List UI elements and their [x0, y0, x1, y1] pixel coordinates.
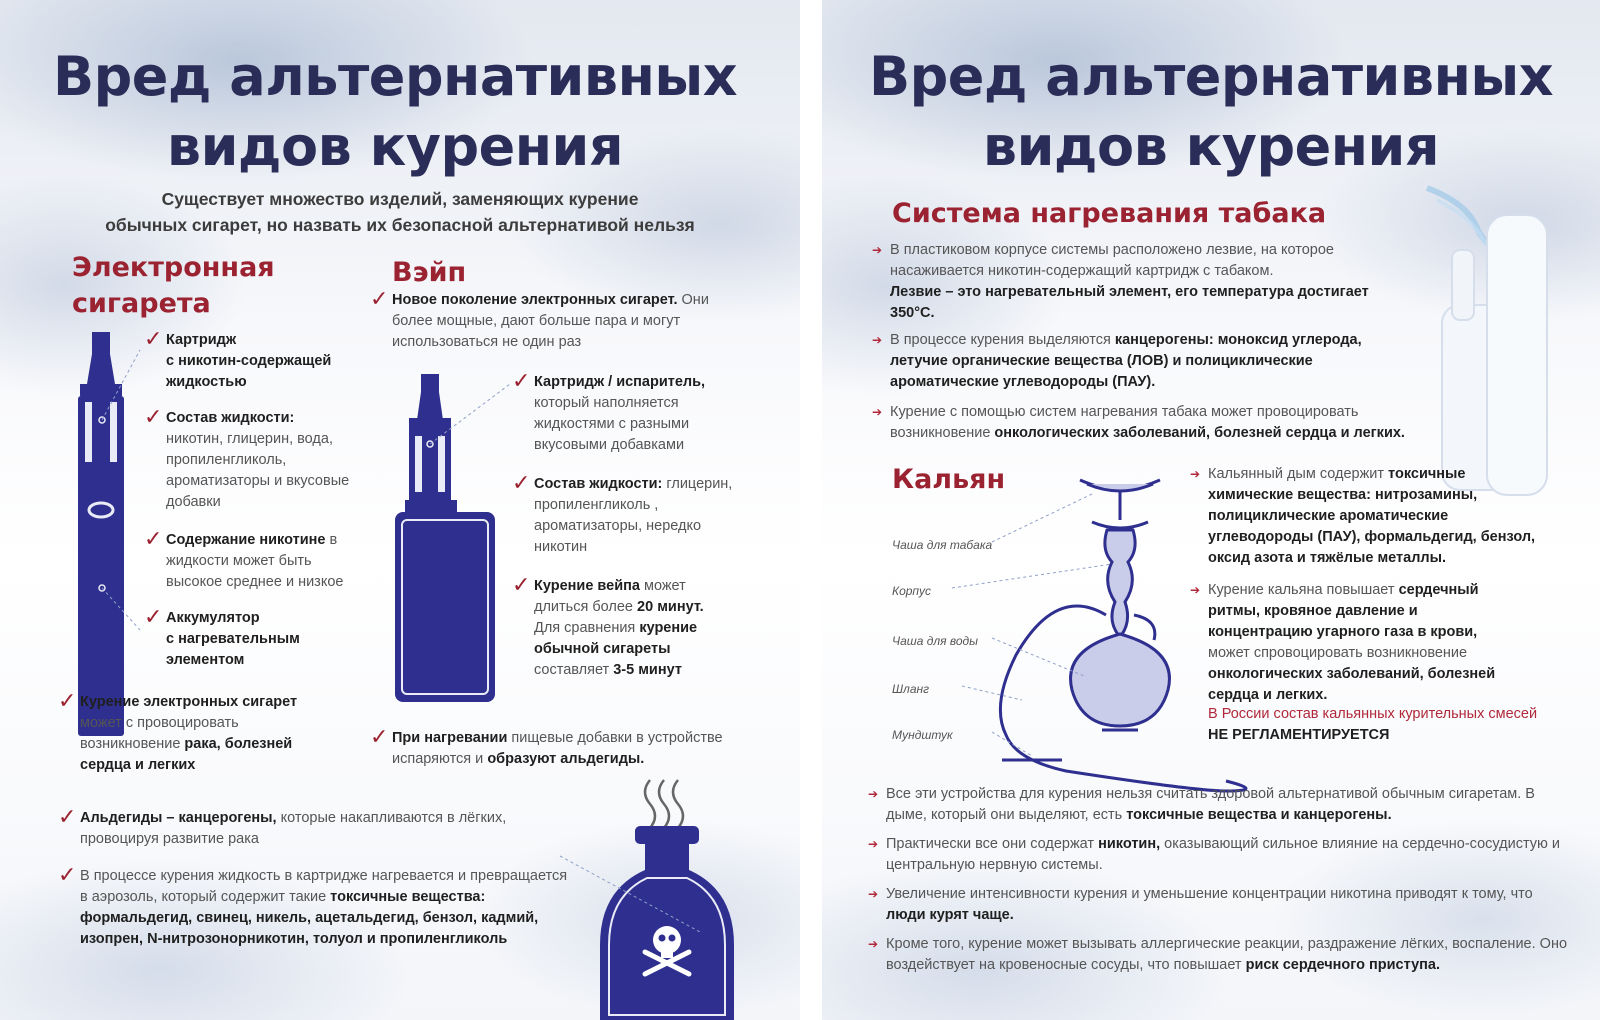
arrow-bullet-icon: ➔: [872, 243, 883, 257]
right-title: Вред альтернативных видов курения: [868, 45, 1554, 178]
left-title: Вред альтернативных видов курения: [52, 45, 738, 178]
hookah-label-water-bowl: Чаша для воды: [892, 634, 979, 648]
check-icon: ✓: [144, 527, 163, 552]
check-icon: ✓: [144, 327, 163, 352]
ecig-item-0: ✓ Картридж с никотин-содержащей жидкостью: [144, 327, 332, 390]
ecig-bottom-note: ✓ Курение электронных сигарет может с провоцировать возникновение рака, болезней сердца и легких: [58, 689, 298, 773]
arrow-bullet-icon: ➔: [872, 405, 883, 419]
check-icon: ✓: [512, 573, 531, 598]
check-icon: ✓: [58, 689, 77, 714]
ecig-item-2: ✓ Содержание никотине в жидкости может быть высокое среднее и низкое: [144, 527, 344, 590]
hookah-heading: Кальян: [892, 464, 1006, 495]
vape-item-1: ✓ Состав жидкости: глицерин, пропиленгликоль , ароматизаторы, нередко никотин: [512, 471, 733, 555]
check-icon: ✓: [370, 287, 389, 312]
check-icon: ✓: [512, 471, 531, 496]
vape-intro: ✓ Новое поколение электронных сигарет. Они более мощные, дают больше пара и могут использоваться не один раз: [370, 287, 709, 350]
arrow-bullet-icon: ➔: [868, 837, 879, 851]
poster-divider: [800, 0, 822, 1020]
vape-time-note: ✓ Курение вейпа может длиться более 20 минут. Для сравнения курение обычной сигареты составляет 3-5 минут: [512, 573, 704, 678]
heat-item-0: ➔ В пластиковом корпусе системы расположено лезвие, на которое насаживается никотин-содержащий картридж с табаком. Лезвие – это нагревательный элемент, его температура достигает 350°С.: [872, 242, 1369, 321]
arrow-bullet-icon: ➔: [872, 333, 883, 347]
check-icon: ✓: [370, 725, 389, 750]
heat-item-1: ➔ В процессе курения выделяются канцерогены: моноксид углерода, летучие органические вещества (ЛОВ) и полициклические ароматические углеводороды (ПАУ).: [872, 332, 1362, 390]
check-icon: ✓: [512, 369, 531, 394]
ecig-heading: Электронная сигарета: [72, 252, 275, 319]
check-icon: ✓: [144, 605, 163, 630]
vape-item-0: ✓ Картридж / испаритель, который наполняется жидкостями с разными вкусовыми добавками: [512, 369, 706, 453]
heat-system-heading: Система нагревания табака: [892, 198, 1327, 229]
hookah-item-0: ➔ Кальянный дым содержит токсичные химические вещества: нитрозамины, полициклические ароматические углеводороды (ПАУ), формальдегид, бензол, оксид азота и тяжёлые металлы.: [1190, 466, 1536, 566]
check-icon: ✓: [144, 405, 163, 430]
heat-item-2: ➔ Курение с помощью систем нагревания табака может провоцировать возникновение онкологических заболеваний, болезней сердца и легких.: [872, 404, 1405, 441]
left-intro: Существует множество изделий, заменяющих курение обычных сигарет, но назвать их безопасной альтернативой нельзя: [105, 189, 695, 235]
ecig-item-1: ✓ Состав жидкости: никотин, глицерин, вода, пропиленгликоль, ароматизаторы и вкусовые добавки: [144, 405, 350, 510]
process-note: ✓ В процессе курения жидкость в картридже нагревается и превращается в аэрозоль, который содержит такие токсичные вещества: формальдегид, свинец, никель, ацетальдегид, бензол, кадмий, изопрен, N-нитрозонорникотин, толуол и пропиленгликоль: [58, 863, 568, 947]
vape-heading: Вэйп: [392, 257, 467, 288]
check-icon: ✓: [58, 863, 77, 888]
arrow-bullet-icon: ➔: [1190, 583, 1201, 597]
hookah-label-mouthpiece: Мундштук: [892, 728, 953, 742]
aldehydes-note: ✓ Альдегиды – канцерогены, которые накапливаются в лёгких, провоцируя развитие рака: [58, 805, 507, 847]
ecig-item-3: ✓ Аккумулятор с нагревательным элементом: [144, 605, 300, 668]
arrow-bullet-icon: ➔: [868, 887, 879, 901]
bottom-item-1: ➔ Практически все они содержат никотин, оказывающий сильное влияние на сердечно-сосудистую и центральную нервную системы.: [868, 836, 1561, 873]
check-icon: ✓: [58, 805, 77, 830]
bottom-item-3: ➔ Кроме того, курение может вызывать аллергические реакции, раздражение лёгких, воспаление. Оно воздействует на кровеносные сосуды, что повышает риск сердечного приступа.: [868, 936, 1568, 973]
arrow-bullet-icon: ➔: [1190, 467, 1201, 481]
hookah-item-1: ➔ Курение кальяна повышает сердечный ритмы, кровяное давление и концентрацию угарного газа в крови, может спровоцировать возникновение онкологических заболеваний, болезней сердца и легких.: [1190, 582, 1496, 703]
hookah-label-bowl: Чаша для табака: [892, 538, 993, 552]
bottom-item-2: ➔ Увеличение интенсивности курения и уменьшение концентрации никотина приводят к тому, что люди курят чаще.: [868, 886, 1533, 923]
hookah-label-hose: Шланг: [892, 682, 930, 696]
russia-note: В России состав кальянных курительных смесей НЕ РЕГЛАМЕНТИРУЕТСЯ: [1208, 706, 1538, 743]
arrow-bullet-icon: ➔: [868, 787, 879, 801]
arrow-bullet-icon: ➔: [868, 937, 879, 951]
hookah-label-body: Корпус: [892, 584, 932, 598]
vape-heating-note: ✓ При нагревании пищевые добавки в устройстве испаряются и образуют альдегиды.: [370, 725, 723, 767]
bottom-item-0: ➔ Все эти устройства для курения нельзя считать здоровой альтернативой обычным сигаретам. В дыме, который они выделяют, есть токсичные вещества и канцерогены.: [868, 786, 1535, 823]
right-poster: [822, 0, 1600, 1020]
